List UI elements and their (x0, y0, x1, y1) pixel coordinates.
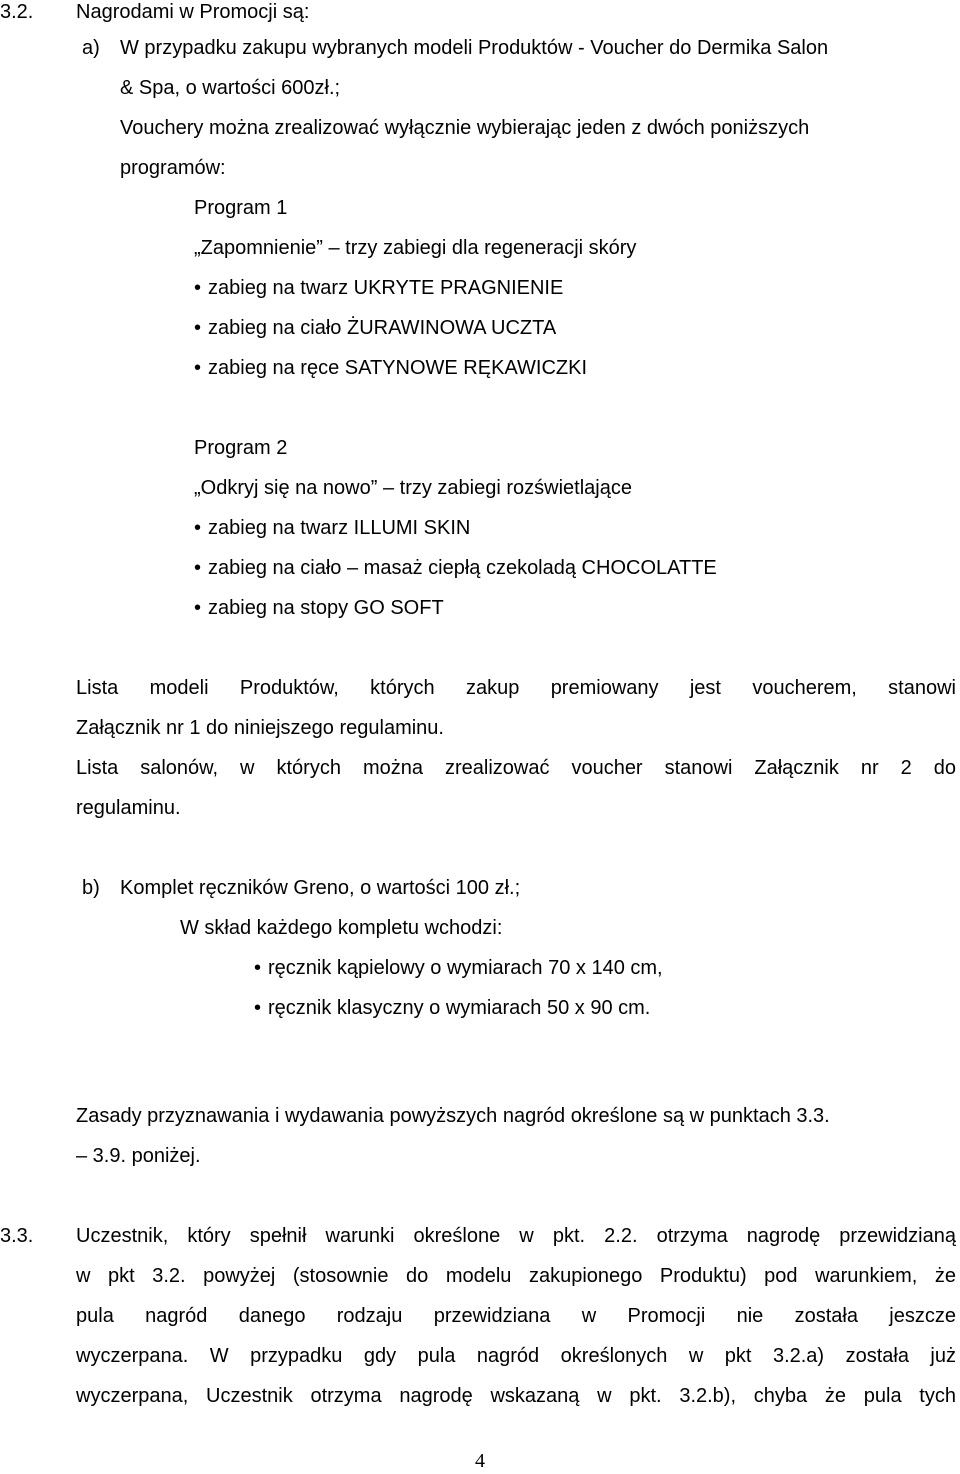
section-3-2-title: Nagrodami w Promocji są: (76, 1, 310, 23)
program-1-item-text: zabieg na ciało ŻURAWINOWA UCZTA (208, 317, 557, 339)
item-a-line-2: & Spa, o wartości 600zł.; (120, 77, 341, 99)
section-3-3-line: wyczerpana. W przypadku gdy pula nagród określonych w pkt 3.2.a) została już (76, 1345, 956, 1367)
section-3-3-line: w pkt 3.2. powyżej (stosownie do modelu zakupionego Produktu) pod warunkiem, że (76, 1265, 956, 1287)
towel-item (254, 956, 663, 980)
section-3-3-number: 3.3. (0, 1225, 34, 1247)
program-2-item-text: zabieg na stopy GO SOFT (208, 597, 444, 619)
program-2-item (194, 516, 470, 540)
program-2-item (194, 596, 444, 620)
section-3-2-number: 3.2. (0, 1, 34, 23)
towel-item-text: ręcznik kąpielowy o wymiarach 70 x 140 cm, (268, 957, 663, 979)
program-1-item (194, 316, 556, 340)
para-lista-salonow-line-1: Lista salonów, w których można zrealizować voucher stanowi Załącznik nr 2 do (76, 757, 956, 779)
program-1-item-text: zabieg na ręce SATYNOWE RĘKAWICZKI (208, 357, 587, 379)
item-a-line-1: W przypadku zakupu wybranych modeli Produktów - Voucher do Dermika Salon (120, 37, 829, 59)
item-a-line-4: programów: (120, 157, 226, 179)
program-1-subtitle: „Zapomnienie” – trzy zabiegi dla regeneracji skóry (194, 237, 637, 259)
towel-item (254, 996, 650, 1020)
item-b-line-1: Komplet ręczników Greno, o wartości 100 zł.; (120, 877, 521, 899)
section-3-3-line: Uczestnik, który spełnił warunki określone w pkt. 2.2. otrzyma nagrodę przewidzianą (76, 1225, 956, 1247)
program-1-item-text: zabieg na twarz UKRYTE PRAGNIENIE (208, 277, 564, 299)
item-a-marker: a) (82, 37, 100, 59)
para-lista-modeli-line-1: Lista modeli Produktów, których zakup premiowany jest voucherem, stanowi (76, 677, 956, 699)
item-a-line-3: Vouchery można zrealizować wyłącznie wybierając jeden z dwóch poniższych (120, 117, 810, 139)
page-number: 4 (475, 1450, 485, 1472)
program-1-title: Program 1 (194, 197, 288, 219)
program-2-title: Program 2 (194, 437, 288, 459)
para-lista-modeli-line-2: Załącznik nr 1 do niniejszego regulaminu. (76, 717, 444, 739)
program-2-item (194, 556, 717, 580)
towel-item-text: ręcznik klasyczny o wymiarach 50 x 90 cm. (268, 997, 651, 1019)
program-2-item-text: zabieg na twarz ILLUMI SKIN (208, 517, 471, 539)
zasady-line-2: – 3.9. poniżej. (76, 1145, 201, 1167)
item-b-line-2: W skład każdego kompletu wchodzi: (180, 917, 503, 939)
program-2-item-text: zabieg na ciało – masaż ciepłą czekoladą CHOCOLATTE (208, 557, 717, 579)
program-1-item (194, 276, 563, 300)
section-3-3-line: pula nagród danego rodzaju przewidziana w Promocji nie została jeszcze (76, 1305, 956, 1327)
item-b-marker: b) (82, 877, 100, 899)
zasady-line-1: Zasady przyznawania i wydawania powyższych nagród określone są w punktach 3.3. (76, 1105, 830, 1127)
program-2-subtitle: „Odkryj się na nowo” – trzy zabiegi rozświetlające (194, 477, 632, 499)
program-1-item (194, 356, 587, 380)
para-lista-salonow-line-2: regulaminu. (76, 797, 181, 819)
section-3-3-line: wyczerpana, Uczestnik otrzyma nagrodę wskazaną w pkt. 3.2.b), chyba że pula tych (76, 1385, 956, 1407)
